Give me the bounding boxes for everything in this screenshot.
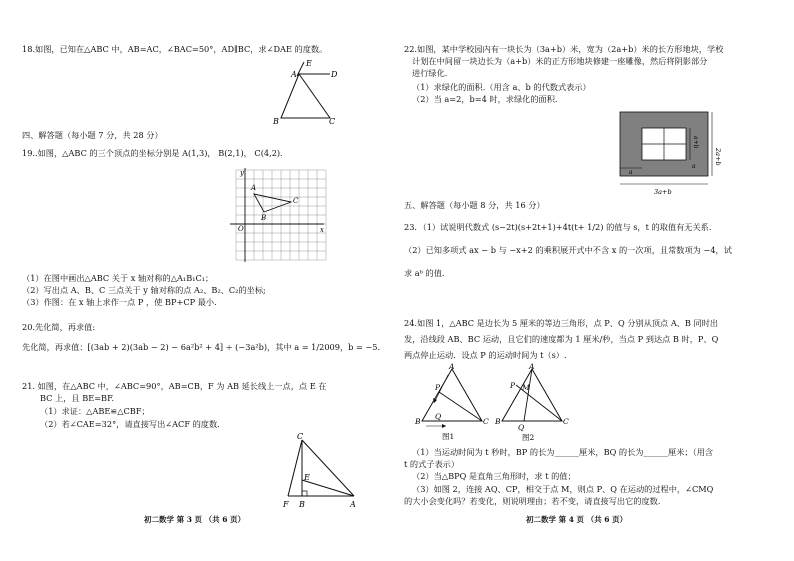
question-22-line-1: 22.如图，某中学校园内有一块长为（3a+b）米，宽为（2a+b）米的长方形地块，学校 — [404, 44, 724, 54]
question-18: 18.如图，已知在△ABC 中，AB=AC，∠BAC=50°，AD∥BC，求∠DAE 的度数。 — [22, 44, 328, 54]
left-page-footer: 初二数学 第 3 页 （共 6 页） — [144, 515, 246, 524]
question-24-part-3a: （3）如图 2，连接 AQ、CP，相交于点 M，则点 P、Q 在运动的过程中，∠CMQ — [412, 484, 714, 494]
label-c: C — [297, 432, 304, 441]
question-24-part-1a: （1）当运动时间为 t 秒时，BP 的长为______厘米，BQ 的长为______厘米；（用含 — [412, 447, 714, 457]
caption-figure-1: 图1 — [442, 432, 455, 441]
question-24-line-1: 24.如图 1，△ABC 是边长为 5 厘米的等边三角形，点 P、Q 分别从顶点 A、B 同时出 — [404, 318, 719, 328]
question-21-part-2: （2）若∠CAE=32°，请直接写出∠ACF 的度数. — [40, 419, 220, 429]
question-22-line-3: 进行绿化. — [412, 68, 448, 78]
question-24-part-1b: t 的式子表示） — [404, 459, 460, 469]
section-5-heading: 五、解答题（每小题 8 分，共 16 分） — [404, 200, 545, 210]
question-23-part-2a: （2）已知多项式 ax − b 与 −x+2 的乘积展开式中不含 x 的一次项，且常数项为 −4，试 — [404, 245, 732, 255]
label-e: E — [304, 473, 310, 482]
question-19: 19..如图，△ABC 的三个顶点的坐标分别是 A(1,3)， B(2,1)， C(4,2)． — [22, 148, 289, 158]
question-21-line-1: 21. 如图，在△ABC 中，∠ABC=90°，AB=CB，F 为 AB 延长线上一点，点 E 在 — [22, 381, 327, 391]
question-22-line-2: 计划在中间留一块边长为（a+b）米的正方形地块修建一座雕像，然后将阴影部分 — [412, 56, 708, 66]
question-23-part-1: 23．（1）试说明代数式 (s−2t)(s+2t+1)+4t(t+ 1/2) 的值与 s，t 的取值有无关系. — [404, 222, 712, 232]
question-24-part-3b: 的大小会变化吗？若变化，则说明理由；若不变，请直接写出它的度数. — [404, 496, 661, 506]
figure-18-triangle — [268, 58, 348, 128]
question-24-part-2: （2）当△BPQ 是直角三角形时，求 t 的值； — [412, 471, 576, 481]
label-o: O — [238, 225, 244, 233]
question-19-part-1: （1）在图中画出△ABC 关于 x 轴对称的△A₁B₁C₁； — [22, 273, 214, 283]
label-m2: M — [522, 383, 530, 392]
question-23-part-2b: 求 aᵇ 的值. — [404, 268, 445, 278]
label-width: 3a+b — [654, 188, 672, 196]
section-4-heading: 四、解答题（每小题 7 分，共 28 分） — [22, 130, 163, 140]
question-22-part-1: （1）求绿化的面积.（用含 a、b 的代数式表示） — [412, 82, 591, 92]
question-20: 20.先化简，再求值: — [22, 322, 96, 332]
figure-19-grid — [224, 166, 328, 266]
label-b2: B — [495, 417, 501, 426]
label-height: 2a+b — [714, 148, 722, 166]
label-c: C — [329, 117, 336, 126]
label-y: y — [240, 169, 244, 177]
figure-22-rectangle — [612, 108, 742, 198]
label-q2: Q — [518, 423, 525, 432]
label-inner: a+b — [692, 136, 699, 149]
figure-21-triangle — [278, 430, 368, 514]
question-21-part-1: （1）求证：△ABE≌△CBF； — [40, 406, 150, 416]
label-f: F — [283, 500, 289, 509]
question-20-expression: 先化简，再求值：[(3ab + 2)(3ab − 2) − 6a²b² + 4] ÷ (−3a²b)，其中 a = 1/2009，b = −5. — [22, 342, 381, 352]
label-bottom-a: a — [629, 169, 633, 176]
label-d: D — [331, 70, 338, 79]
label-b: B — [273, 117, 279, 126]
right-page-footer: 初二数学 第 4 页 （共 6 页） — [526, 515, 628, 524]
label-p2: P — [510, 381, 516, 390]
label-a: A — [291, 70, 297, 79]
question-19-part-2: （2）写出点 A、B、C 三点关于 y 轴对称的点 A₂、B₂、C₂的坐标; — [22, 285, 266, 295]
label-b1: B — [415, 417, 421, 426]
question-22-part-2: （2）当 a=2，b=4 时，求绿化的面积. — [412, 94, 558, 104]
question-24-line-3: 两点停止运动．设点 P 的运动时间为 t（s）. — [404, 350, 567, 360]
label-b: B — [299, 500, 305, 509]
label-a: A — [251, 184, 257, 192]
label-a1: A — [449, 363, 455, 371]
label-p1: P — [435, 383, 441, 392]
caption-figure-2: 图2 — [522, 433, 535, 442]
label-b: B — [261, 214, 267, 222]
label-e: E — [306, 59, 312, 68]
label-c1: C — [483, 417, 489, 426]
question-21-line-2: BC 上，且 BE=BF. — [40, 393, 115, 403]
figure-24 — [412, 363, 587, 445]
label-side-a: a — [692, 163, 696, 170]
label-c: C — [293, 197, 299, 205]
label-a2: A — [529, 363, 535, 371]
label-q1: Q — [435, 412, 442, 421]
label-a: A — [350, 500, 356, 509]
label-c2: C — [563, 417, 569, 426]
question-19-part-3: （3）作图：在 x 轴上求作一点 P ，使 BP+CP 最小. — [22, 297, 217, 307]
label-x: x — [320, 226, 324, 234]
question-24-line-2: 发，沿线段 AB、BC 运动，且它们的速度都为 1 厘米/秒，当点 P 到达点 B 时，P、Q — [404, 334, 719, 344]
